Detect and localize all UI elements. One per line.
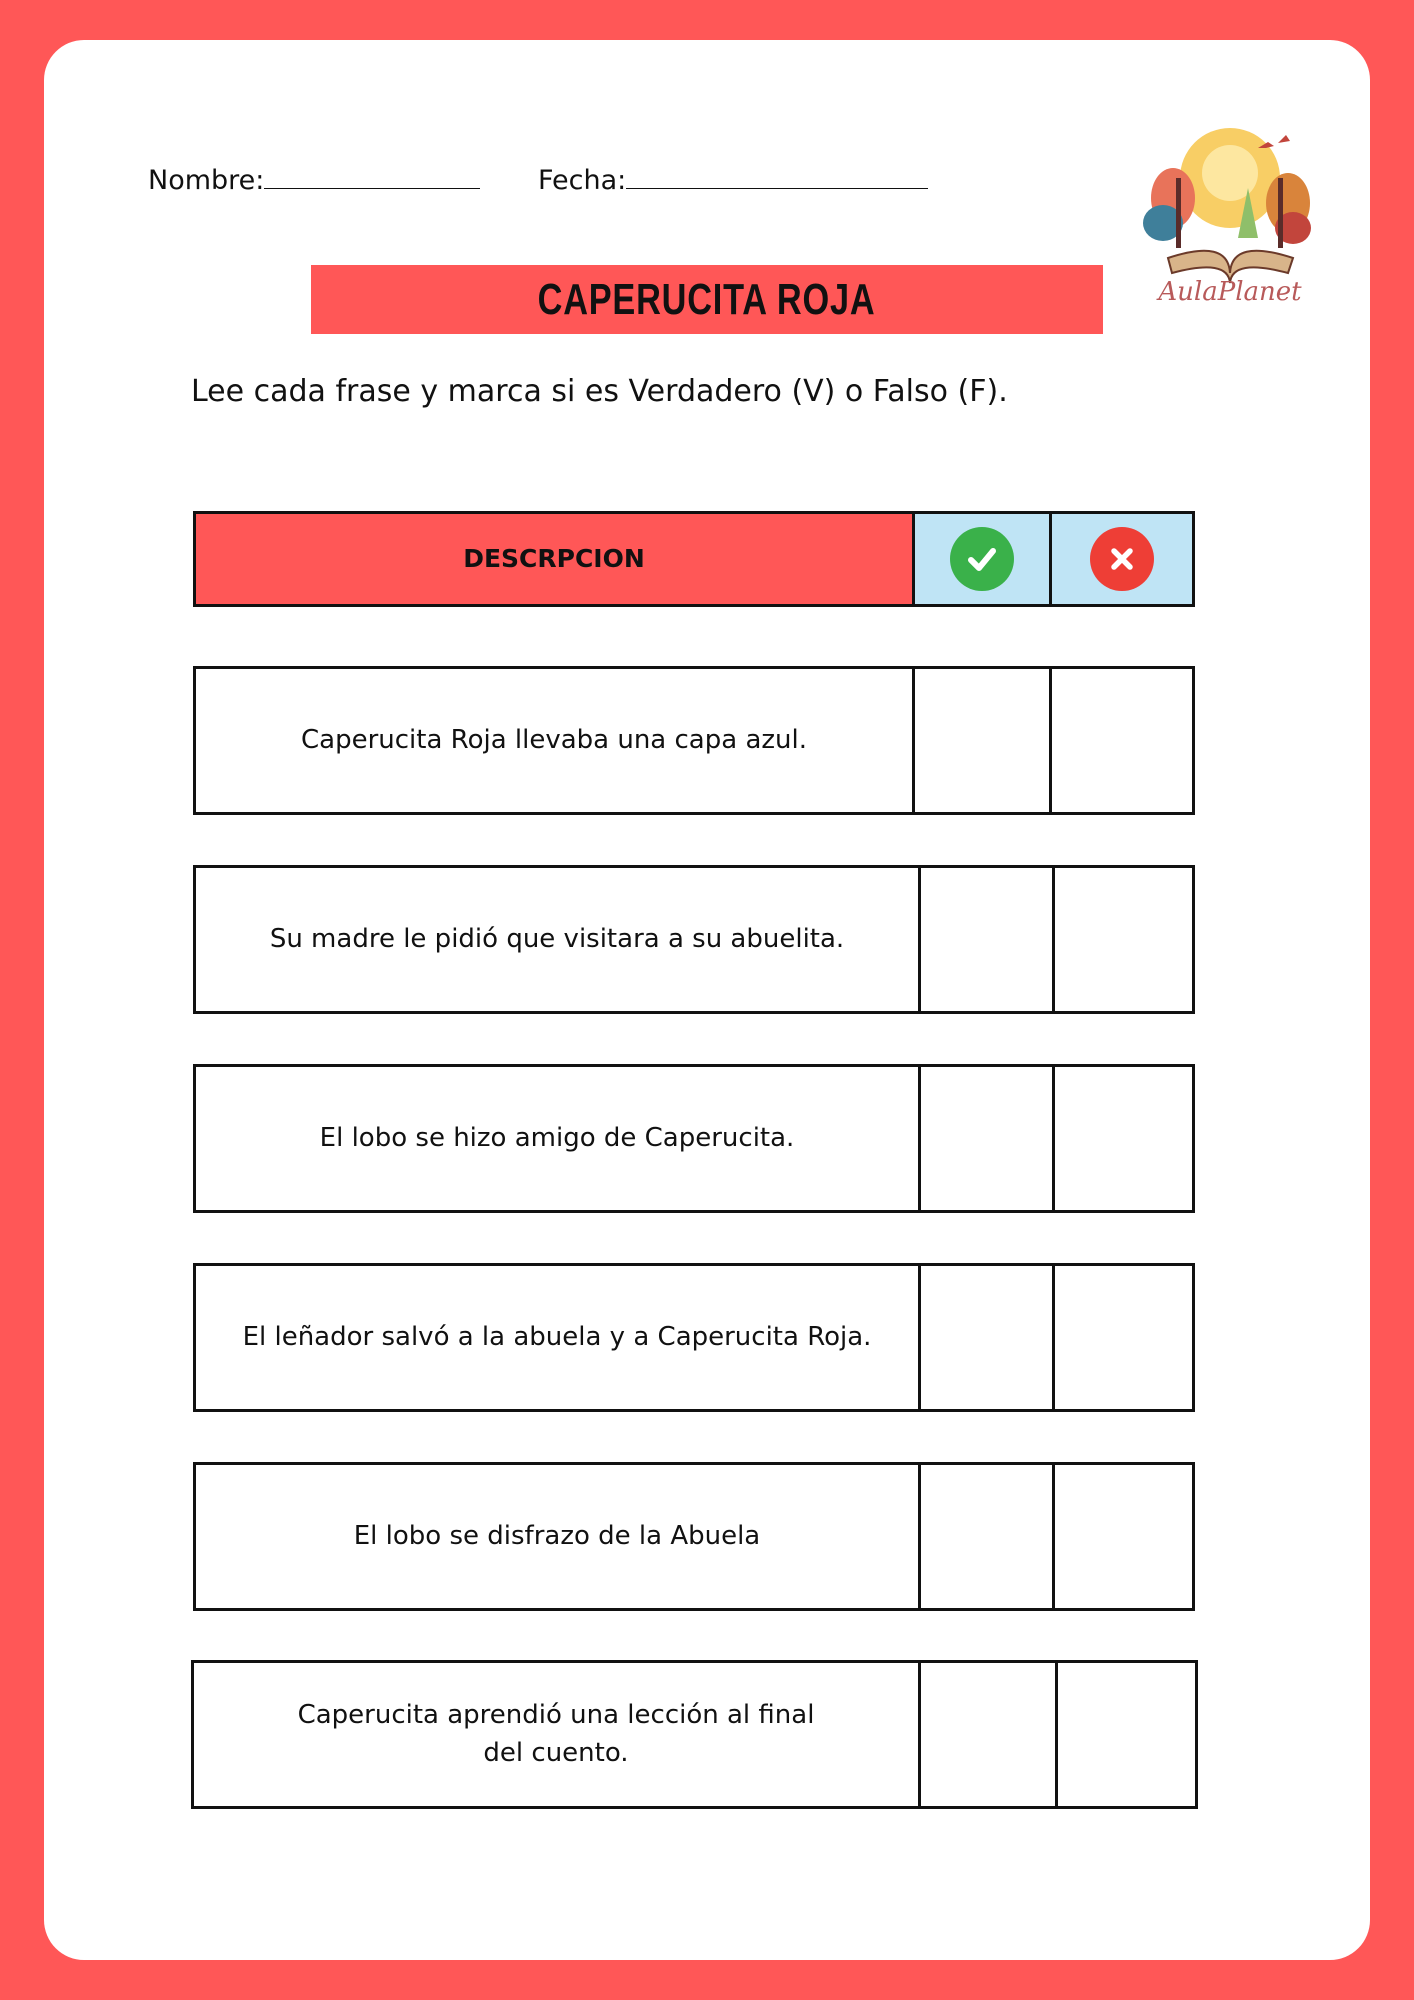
aulaplanet-logo — [1128, 108, 1332, 312]
page-title: CAPERUCITA ROJA — [538, 274, 876, 324]
name-label: Nombre: — [148, 165, 265, 196]
date-field[interactable] — [538, 162, 928, 196]
table-row — [193, 666, 1195, 815]
x-circle-icon — [1090, 527, 1154, 591]
description-header: DESCRPCION — [196, 514, 915, 604]
statement-text: El lobo se hizo amigo de Caperucita. — [196, 1067, 921, 1210]
name-field[interactable] — [148, 162, 480, 196]
false-checkbox[interactable] — [1055, 868, 1192, 1011]
statement-text: Caperucita Roja llevaba una capa azul. — [196, 669, 915, 812]
table-header — [193, 511, 1195, 607]
statement-text: El leñador salvó a la abuela y a Caperucita Roja. — [196, 1266, 921, 1409]
check-circle-icon — [950, 527, 1014, 591]
table-row — [193, 1263, 1195, 1412]
false-checkbox[interactable] — [1052, 669, 1192, 812]
title-banner — [311, 265, 1103, 334]
statement-text: Su madre le pidió que visitara a su abuelita. — [196, 868, 921, 1011]
statement-text: Caperucita aprendió una lección al final del cuento. — [194, 1663, 921, 1806]
true-checkbox[interactable] — [921, 1067, 1055, 1210]
false-column-header — [1052, 514, 1192, 604]
true-column-header — [915, 514, 1052, 604]
table-row — [191, 1660, 1198, 1809]
true-checkbox[interactable] — [921, 1663, 1058, 1806]
true-checkbox[interactable] — [915, 669, 1052, 812]
instruction-text: Lee cada frase y marca si es Verdadero (V) o Falso (F). — [191, 374, 1008, 409]
false-checkbox[interactable] — [1055, 1465, 1192, 1608]
true-checkbox[interactable] — [921, 1465, 1055, 1608]
table-row — [193, 865, 1195, 1014]
false-checkbox[interactable] — [1058, 1663, 1195, 1806]
table-row — [193, 1462, 1195, 1611]
true-checkbox[interactable] — [921, 868, 1055, 1011]
logo-text: AulaPlanet — [1158, 277, 1302, 307]
true-checkbox[interactable] — [921, 1266, 1055, 1409]
statement-text: El lobo se disfrazo de la Abuela — [196, 1465, 921, 1608]
false-checkbox[interactable] — [1055, 1067, 1192, 1210]
date-label: Fecha: — [538, 165, 627, 196]
false-checkbox[interactable] — [1055, 1266, 1192, 1409]
table-row — [193, 1064, 1195, 1213]
